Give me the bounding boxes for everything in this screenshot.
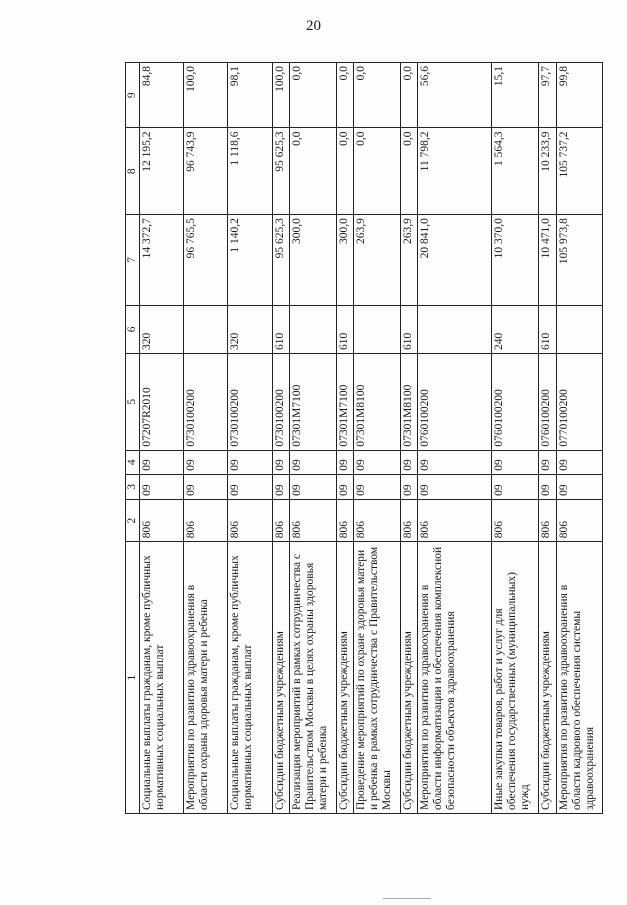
- table-row: [184, 63, 228, 814]
- cell-type: 610: [400, 305, 418, 353]
- cell-code: 806: [272, 499, 290, 541]
- cell-section: 09: [336, 474, 354, 499]
- table-row: [140, 63, 184, 814]
- cell-plan: 263,9: [400, 215, 418, 306]
- cell-section: 09: [272, 474, 290, 499]
- cell-target: 0730100200: [272, 353, 290, 450]
- cell-target: 0760100200: [418, 353, 492, 450]
- cell-type: 240: [492, 305, 538, 353]
- header-row: [126, 63, 140, 814]
- column-header: 2: [126, 499, 140, 541]
- cell-name: Проведение мероприятий по охране здоровья матери и ребенка в рамках сотрудничества с Правительством Москвы: [354, 542, 400, 814]
- column-header: 4: [126, 450, 140, 474]
- cell-code: 806: [228, 499, 272, 541]
- cell-subsection: 09: [272, 450, 290, 474]
- cell-subsection: 09: [556, 450, 603, 474]
- table-row: [400, 63, 418, 814]
- cell-fact: 12 195,2: [140, 128, 184, 215]
- cell-name: Реализация мероприятий в рамках сотрудничества с Правительством Москвы в целях охраны здоровья матери и ребенка: [290, 542, 336, 814]
- cell-name: Субсидии бюджетным учреждениям: [400, 542, 418, 814]
- cell-name: Мероприятия по развитию здравоохранения в области информатизации и обеспечения комплексной безопасности объектов здравоохранения: [418, 542, 492, 814]
- cell-plan: 300,0: [336, 215, 354, 306]
- cell-section: 09: [290, 474, 336, 499]
- budget-table: [125, 62, 603, 814]
- cell-target: 0760100200: [538, 353, 556, 450]
- cell-percent: 100,0: [184, 63, 228, 129]
- cell-subsection: 09: [336, 450, 354, 474]
- column-header: 8: [126, 128, 140, 215]
- cell-plan: 95 625,3: [272, 215, 290, 306]
- cell-percent: 84,8: [140, 63, 184, 129]
- cell-type: 610: [272, 305, 290, 353]
- cell-type: [290, 305, 336, 353]
- rotated-table-container: [125, 62, 603, 814]
- cell-target: 0730100200: [228, 353, 272, 450]
- cell-section: 09: [354, 474, 400, 499]
- cell-target: 07301М8100: [400, 353, 418, 450]
- cell-percent: 97,7: [538, 63, 556, 129]
- cell-section: 09: [228, 474, 272, 499]
- cell-section: 09: [492, 474, 538, 499]
- cell-percent: 0,0: [290, 63, 336, 129]
- cell-fact: 0,0: [336, 128, 354, 215]
- column-header: 7: [126, 215, 140, 306]
- cell-subsection: 09: [140, 450, 184, 474]
- cell-code: 806: [492, 499, 538, 541]
- cell-fact: 96 743,9: [184, 128, 228, 215]
- cell-section: 09: [418, 474, 492, 499]
- cell-percent: 0,0: [354, 63, 400, 129]
- cell-plan: 14 372,7: [140, 215, 184, 306]
- cell-percent: 100,0: [272, 63, 290, 129]
- cell-name: Субсидии бюджетным учреждениям: [272, 542, 290, 814]
- cell-name: Социальные выплаты гражданам, кроме публичных нормативных социальных выплат: [228, 542, 272, 814]
- table-row: [492, 63, 538, 814]
- column-header: 9: [126, 63, 140, 129]
- cell-subsection: 09: [184, 450, 228, 474]
- cell-percent: 99,8: [556, 63, 603, 129]
- cell-fact: 10 233,9: [538, 128, 556, 215]
- cell-subsection: 09: [538, 450, 556, 474]
- cell-section: 09: [556, 474, 603, 499]
- cell-type: 320: [140, 305, 184, 353]
- table-row: [538, 63, 556, 814]
- cell-subsection: 09: [418, 450, 492, 474]
- cell-name: Мероприятия по развитию здравоохранения в области кадрового обеспечения системы здравоохранения: [556, 542, 603, 814]
- cell-plan: 1 140,2: [228, 215, 272, 306]
- cell-percent: 98,1: [228, 63, 272, 129]
- cell-type: 610: [336, 305, 354, 353]
- table-row: [418, 63, 492, 814]
- cell-plan: 20 841,0: [418, 215, 492, 306]
- cell-subsection: 09: [354, 450, 400, 474]
- page-number: 20: [306, 18, 321, 34]
- cell-target: 0760100200: [492, 353, 538, 450]
- cell-subsection: 09: [492, 450, 538, 474]
- cell-code: 806: [336, 499, 354, 541]
- cell-fact: 0,0: [400, 128, 418, 215]
- cell-plan: 10 471,0: [538, 215, 556, 306]
- table-row: [228, 63, 272, 814]
- cell-name: Субсидии бюджетным учреждениям: [538, 542, 556, 814]
- cell-subsection: 09: [400, 450, 418, 474]
- cell-target: 07207R2010: [140, 353, 184, 450]
- cell-type: 610: [538, 305, 556, 353]
- table-row: [290, 63, 336, 814]
- column-header: 5: [126, 353, 140, 450]
- cell-fact: 105 737,2: [556, 128, 603, 215]
- cell-subsection: 09: [228, 450, 272, 474]
- cell-subsection: 09: [290, 450, 336, 474]
- table-row: [336, 63, 354, 814]
- cell-code: 806: [184, 499, 228, 541]
- cell-section: 09: [184, 474, 228, 499]
- cell-plan: 96 765,5: [184, 215, 228, 306]
- cell-type: 320: [228, 305, 272, 353]
- cell-percent: 0,0: [400, 63, 418, 129]
- cell-fact: 0,0: [290, 128, 336, 215]
- column-header: 1: [126, 542, 140, 814]
- cell-code: 806: [556, 499, 603, 541]
- cell-code: 806: [290, 499, 336, 541]
- cell-target: 0730100200: [184, 353, 228, 450]
- cell-target: 07301М7100: [336, 353, 354, 450]
- cell-code: 806: [140, 499, 184, 541]
- cell-percent: 56,6: [418, 63, 492, 129]
- cell-type: [556, 305, 603, 353]
- cell-code: 806: [418, 499, 492, 541]
- cell-fact: 1 564,3: [492, 128, 538, 215]
- column-header: 6: [126, 305, 140, 353]
- cell-fact: 11 798,2: [418, 128, 492, 215]
- cell-name: Субсидии бюджетным учреждениям: [336, 542, 354, 814]
- cell-section: 09: [538, 474, 556, 499]
- column-header: 3: [126, 474, 140, 499]
- cell-type: [184, 305, 228, 353]
- cell-plan: 263,9: [354, 215, 400, 306]
- cell-fact: 0,0: [354, 128, 400, 215]
- table-row: [272, 63, 290, 814]
- cell-target: 07301М8100: [354, 353, 400, 450]
- cell-name: Иные закупки товаров, работ и услуг для обеспечения государственных (муниципальных) нужд: [492, 542, 538, 814]
- cell-code: 806: [538, 499, 556, 541]
- cell-code: 806: [354, 499, 400, 541]
- cell-fact: 95 625,3: [272, 128, 290, 215]
- cell-percent: 15,1: [492, 63, 538, 129]
- cell-target: 07301М7100: [290, 353, 336, 450]
- cell-name: Мероприятия по развитию здравоохранения в области охраны здоровья матери и ребенка: [184, 542, 228, 814]
- table-row: [556, 63, 603, 814]
- cell-plan: 300,0: [290, 215, 336, 306]
- scan-mark: [383, 898, 431, 899]
- table-row: [354, 63, 400, 814]
- cell-section: 09: [140, 474, 184, 499]
- cell-plan: 105 973,8: [556, 215, 603, 306]
- cell-fact: 1 118,6: [228, 128, 272, 215]
- cell-name: Социальные выплаты гражданам, кроме публичных нормативных социальных выплат: [140, 542, 184, 814]
- cell-code: 806: [400, 499, 418, 541]
- cell-section: 09: [400, 474, 418, 499]
- cell-target: 0770100200: [556, 353, 603, 450]
- cell-type: [418, 305, 492, 353]
- cell-plan: 10 370,0: [492, 215, 538, 306]
- cell-percent: 0,0: [336, 63, 354, 129]
- cell-type: [354, 305, 400, 353]
